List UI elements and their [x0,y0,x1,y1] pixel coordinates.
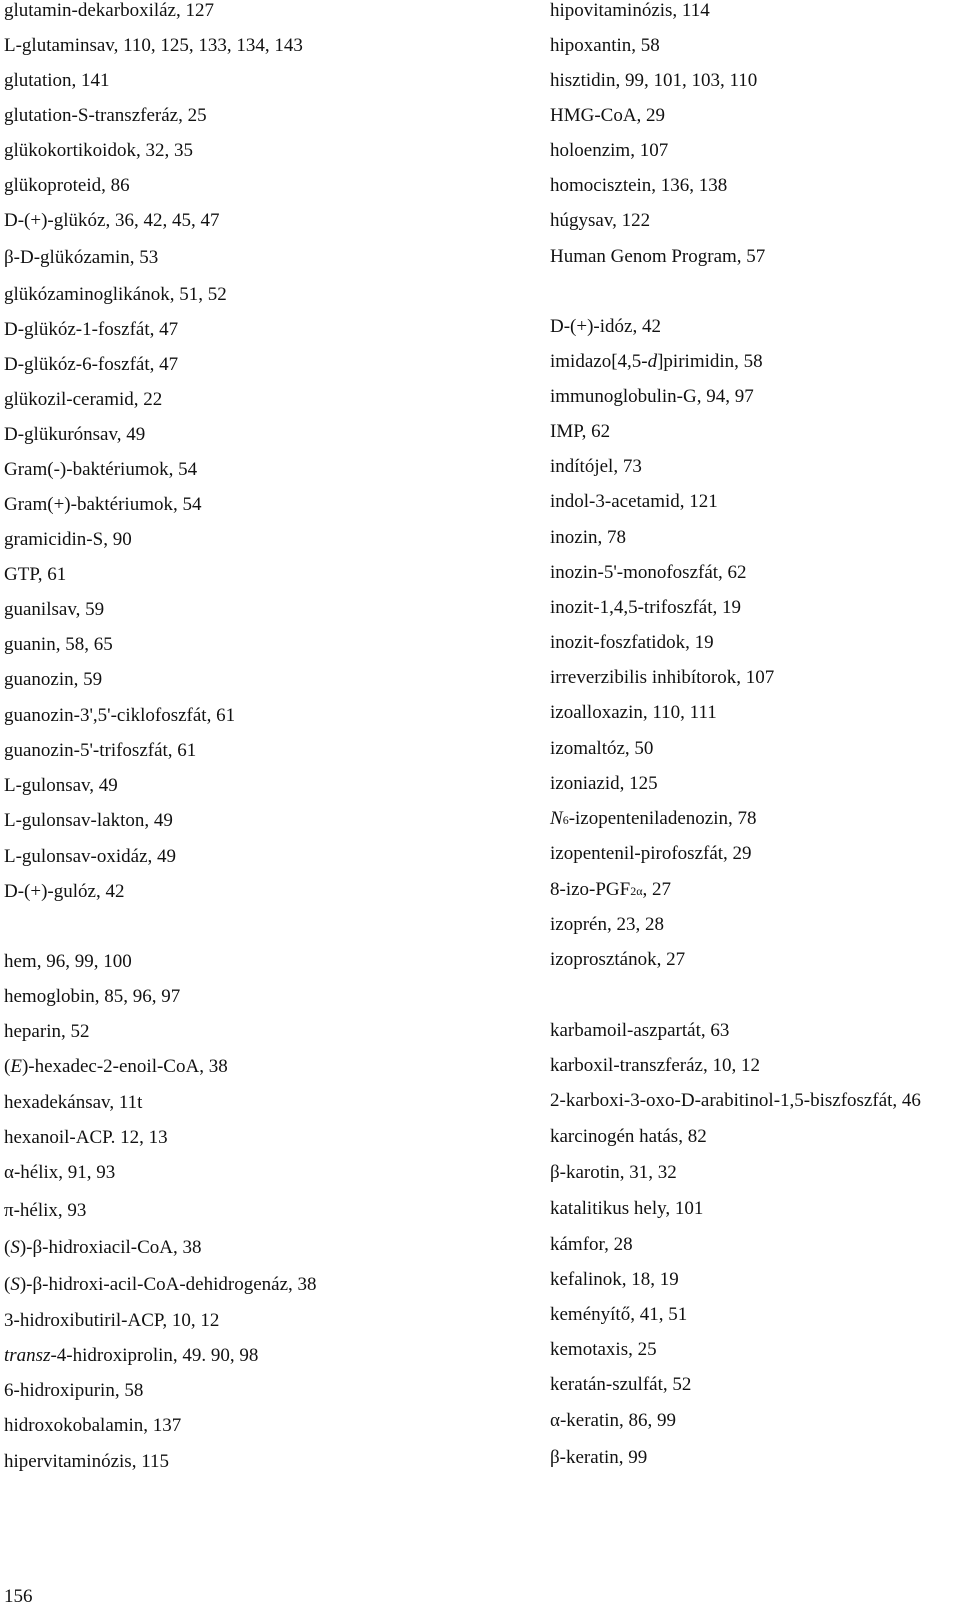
index-entry-text: Gram(+)-baktériumok, 54 [4,494,202,515]
index-entry [4,1021,89,1043]
index-entry-text: kámfor, 28 [550,1234,633,1255]
index-entry-text: 6 [562,813,569,827]
index-entry-text: hipoxantin, 58 [550,35,660,56]
index-entry-text: glükozil-ceramid, 22 [4,389,163,410]
index-entry-text: D-glükóz-1-foszfát, 47 [4,319,179,340]
index-entry-text: 2-karboxi-3-oxo-D-arabitinol-1,5-biszfoszfát, 46 [550,1090,921,1111]
index-entry-text: )-hexadec-2-enoil-CoA, 38 [21,1056,228,1077]
index-entry-text: α-hélix, 91, 93 [4,1162,116,1183]
index-entry-text: L-gulonsav-oxidáz, 49 [4,846,177,867]
index-entry-text: immunoglobulin-G, 94, 97 [550,386,754,407]
index-entry-text: hidroxokobalamin, 137 [4,1415,182,1436]
index-entry [550,879,671,901]
index-entry [4,105,207,127]
index-entry [4,1200,86,1222]
index-entry-text: heparin, 52 [4,1021,90,1042]
index-entry-text: gramicidin-S, 90 [4,529,132,550]
index-entry-text: hexanoil-ACP. 12, 13 [4,1127,168,1148]
index-entry [4,0,214,22]
index-entry-text: glükoproteid, 86 [4,175,130,196]
index-entry [4,140,193,162]
index-entry-text: glutamin-dekarboxiláz, 127 [4,0,214,21]
index-entry-text: katalitikus hely, 101 [550,1198,704,1219]
index-entry-text: guanin, 58, 65 [4,634,113,655]
index-entry [550,210,650,232]
index-entry-text: holoenzim, 107 [550,140,669,161]
index-entry-text: Gram(-)-baktériumok, 54 [4,459,198,480]
index-entry [550,738,653,760]
index-entry-text: ( [4,1237,11,1258]
index-entry-text: glutation, 141 [4,70,110,91]
index-entry-text: glutation-S-transzferáz, 25 [4,105,207,126]
index-entry [4,1056,228,1078]
index-entry-text: S [10,1237,20,1258]
index-entry-text: karbamoil-aszpartát, 63 [550,1020,730,1041]
index-entry [550,175,727,197]
index-entry [4,634,113,656]
index-entry-text: )-β-hidroxi-acil-CoA-dehidrogenáz, 38 [19,1274,317,1295]
index-entry-text: guanozin-3',5'-ciklofoszfát, 61 [4,705,236,726]
index-entry [550,456,642,478]
index-entry-text: hipervitaminózis, 115 [4,1451,169,1472]
index-entry-text: homocisztein, 136, 138 [550,175,728,196]
index-entry-text: izoniazid, 125 [550,773,658,794]
index-entry [4,669,102,691]
index-entry-text: inozin-5'-monofoszfát, 62 [550,562,747,583]
index-entry [4,389,162,411]
index-entry [4,1415,181,1437]
index-entry-text: β-D-glükózamin, 53 [4,247,159,268]
index-entry-text: izoalloxazin, 110, 111 [550,702,717,723]
index-entry-text: α-keratin, 86, 99 [550,1410,677,1431]
page-number: 156 [4,1586,33,1607]
index-entry-text: hipovitaminózis, 114 [550,0,710,21]
index-entry [4,1345,258,1367]
index-entry [4,951,132,973]
index-entry-text: karboxil-transzferáz, 10, 12 [550,1055,760,1076]
index-entry [550,1304,687,1326]
index-entry-text: ( [4,1056,11,1077]
index-entry-text: izoprosztánok, 27 [550,949,686,970]
index-entry [4,210,219,232]
index-entry [4,175,130,197]
index-entry [4,1310,219,1332]
index-entry-text: izopentenil-pirofoszfát, 29 [550,843,752,864]
index-entry-text: guanilsav, 59 [4,599,105,620]
index-entry-text: d [647,351,658,372]
index-entry [4,1092,142,1114]
index-entry [550,1447,647,1469]
index-entry-text: π-hélix, 93 [4,1200,87,1221]
index-entry-text: izoprén, 23, 28 [550,914,664,935]
index-entry [4,494,202,516]
index-entry-text: -izopenteniladenozin, 78 [568,808,757,829]
index-entry-text: ]pirimidin, 58 [657,351,763,372]
index-entry [550,1090,921,1112]
index-entry [550,70,757,92]
index-entry [550,1269,679,1291]
index-entry-text: imidazo[4,5- [550,351,648,372]
index-entry [550,1198,703,1220]
index-entry [4,424,145,446]
index-entry [4,529,132,551]
index-entry [550,702,717,724]
index-entry-text: inozit-foszfatidok, 19 [550,632,714,653]
index-entry-text: N [550,808,563,829]
index-entry-text: L-gulonsav, 49 [4,775,118,796]
index-entry [4,1380,143,1402]
index-entry-text: hisztidin, 99, 101, 103, 110 [550,70,758,91]
index-entry-text: β-karotin, 31, 32 [550,1162,677,1183]
index-entry [550,632,714,654]
index-entry-text: hexadekánsav, 11t [4,1092,143,1113]
index-entry [550,421,610,443]
index-entry-text: HMG-CoA, 29 [550,105,666,126]
index-entry-text: 2α [630,884,643,898]
index-entry-text: glükokortikoidok, 32, 35 [4,140,193,161]
index-entry-text: irreverzibilis inhibítorok, 107 [550,667,775,688]
index-entry [4,846,176,868]
index-entry [550,35,660,57]
index-entry [4,986,180,1008]
index-entry-text: guanozin, 59 [4,669,103,690]
index-entry [550,1126,707,1148]
index-entry-text: ( [4,1274,11,1295]
index-entry-text: L-gulonsav-lakton, 49 [4,810,173,831]
index-entry-text: transz [4,1345,51,1366]
index-entry-text: hem, 96, 99, 100 [4,951,132,972]
index-entry-text: GTP, 61 [4,564,67,585]
index-entry [550,246,765,268]
index-entry [4,881,124,903]
index-entry [4,705,235,727]
index-entry [4,284,227,306]
index-entry [4,599,104,621]
index-entry-text: húgysav, 122 [550,210,651,231]
index-entry-text: D-(+)-idóz, 42 [550,316,661,337]
index-entry-text: Human Genom Program, 57 [550,246,766,267]
index-entry [550,773,658,795]
index-entry [550,527,626,549]
index-entry [550,1234,633,1256]
index-entry [550,562,747,584]
index-entry-text: D-glükurónsav, 49 [4,424,146,445]
index-entry-text: indítójel, 73 [550,456,642,477]
index-entry [550,1374,691,1396]
index-entry [550,1055,760,1077]
index-entry-text: kefalinok, 18, 19 [550,1269,679,1290]
index-entry [4,459,197,481]
index-entry-text: keratán-szulfát, 52 [550,1374,692,1395]
index-entry-text: 8-izo-PGF [550,879,631,900]
index-entry [4,70,110,92]
index-entry [550,0,710,22]
index-entry-text: 3-hidroxibutiril-ACP, 10, 12 [4,1310,220,1331]
index-entry [4,319,178,341]
index-entry-text: β-keratin, 99 [550,1447,648,1468]
index-entry [550,105,665,127]
index-entry [550,808,757,830]
index-entry [4,564,66,586]
index-entry [550,316,661,338]
index-entry-text: 6-hidroxipurin, 58 [4,1380,144,1401]
index-entry [4,1274,317,1296]
index-entry [4,354,178,376]
index-entry-text: IMP, 62 [550,421,611,442]
index-entry-text: hemoglobin, 85, 96, 97 [4,986,181,1007]
index-entry [4,247,158,269]
index-entry [550,914,664,936]
index-entry-text: D-glükóz-6-foszfát, 47 [4,354,179,375]
index-entry [550,1162,677,1184]
index-entry-text: inozit-1,4,5-trifoszfát, 19 [550,597,742,618]
index-entry [550,1020,729,1042]
index-entry-text: D-(+)-gulóz, 42 [4,881,125,902]
index-entry [4,1451,169,1473]
index-entry-text: D-(+)-glükóz, 36, 42, 45, 47 [4,210,220,231]
index-entry [550,1410,676,1432]
index-entry [550,351,763,373]
index-entry-text: , 27 [642,879,672,900]
index-entry-text: guanozin-5'-trifoszfát, 61 [4,740,197,761]
index-entry [4,35,303,57]
index-entry [550,843,752,865]
index-entry-text: )-β-hidroxiacil-CoA, 38 [19,1237,202,1258]
index-entry [4,1162,115,1184]
index-entry-text: kemotaxis, 25 [550,1339,657,1360]
index-entry-text: L-glutaminsav, 110, 125, 133, 134, 143 [4,35,303,56]
index-entry [550,386,754,408]
index-entry-text: izomaltóz, 50 [550,738,654,759]
index-entry-text: karcinogén hatás, 82 [550,1126,707,1147]
index-entry [550,597,741,619]
index-entry-text: -4-hidroxiprolin, 49. 90, 98 [50,1345,259,1366]
index-entry [550,949,685,971]
index-entry-text: inozin, 78 [550,527,626,548]
index-entry [550,491,718,513]
index-entry-text: glükózaminoglikánok, 51, 52 [4,284,227,305]
index-entry [4,810,173,832]
index-entry [550,667,774,689]
index-entry [4,1237,202,1259]
index-entry-text: indol-3-acetamid, 121 [550,491,718,512]
index-entry [4,1127,168,1149]
index-entry [550,1339,657,1361]
index-entry [4,775,118,797]
index-entry-text: E [10,1056,22,1077]
index-entry [4,740,196,762]
index-entry-text: keményítő, 41, 51 [550,1304,688,1325]
index-entry-text: S [10,1274,20,1295]
index-entry [550,140,668,162]
